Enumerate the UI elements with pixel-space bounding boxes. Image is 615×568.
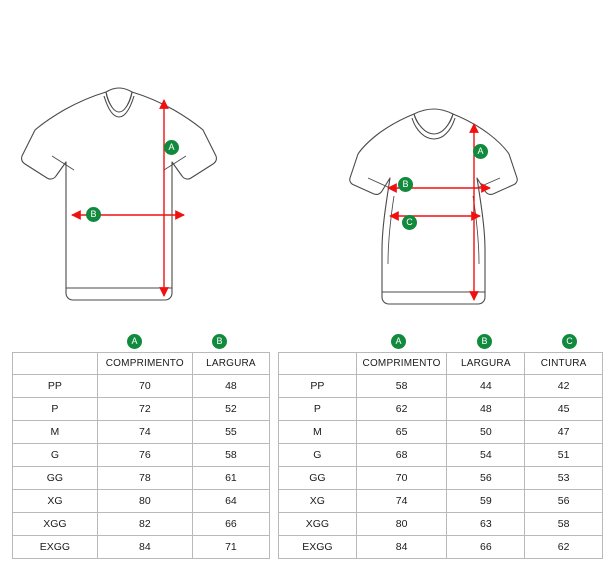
size-label: XGG [279,513,357,536]
size-label: GG [279,467,357,490]
table-row [279,513,603,536]
table-row [13,375,270,398]
cell-comprimento: 62 [356,398,447,421]
cell-cintura: 58 [525,513,603,536]
cell-largura: 59 [447,490,525,513]
mens-tshirt-illustration [18,78,268,323]
cell-largura: 52 [192,398,269,421]
cell-comprimento: 80 [97,490,192,513]
cell-largura: 71 [192,536,269,559]
size-label: G [13,444,98,467]
cell-largura: 44 [447,375,525,398]
column-marker-a-mens: A [127,334,142,349]
column-marker-c-womens: C [562,334,577,349]
cell-comprimento: 76 [97,444,192,467]
cell-comprimento: 68 [356,444,447,467]
table-row [279,536,603,559]
table-row [279,421,603,444]
size-label: EXGG [13,536,98,559]
table-row [279,444,603,467]
cell-largura: 66 [447,536,525,559]
cell-cintura: 47 [525,421,603,444]
mens-size-table [12,352,270,559]
size-label: GG [13,467,98,490]
cell-cintura: 62 [525,536,603,559]
table-row [13,421,270,444]
size-label: PP [13,375,98,398]
size-label: P [279,398,357,421]
size-label: PP [279,375,357,398]
cell-comprimento: 70 [97,375,192,398]
cell-comprimento: 74 [356,490,447,513]
size-label: XGG [13,513,98,536]
size-label: P [13,398,98,421]
cell-largura: 66 [192,513,269,536]
table-row [279,467,603,490]
marker-a-mens: A [164,140,179,155]
table-row [13,490,270,513]
table-row [13,467,270,490]
cell-largura: 48 [192,375,269,398]
size-label: G [279,444,357,467]
header-blank [13,353,98,375]
cell-comprimento: 72 [97,398,192,421]
size-label: XG [279,490,357,513]
cell-comprimento: 84 [97,536,192,559]
column-marker-b-womens: B [477,334,492,349]
cell-comprimento: 80 [356,513,447,536]
womens-size-table-wrapper [278,352,603,559]
cell-cintura: 51 [525,444,603,467]
womens-tshirt-illustration [338,92,548,322]
marker-a-womens: A [473,144,488,159]
size-label: EXGG [279,536,357,559]
cell-comprimento: 84 [356,536,447,559]
header-comprimento: COMPRIMENTO [356,353,447,375]
header-cintura: CINTURA [525,353,603,375]
cell-largura: 58 [192,444,269,467]
cell-comprimento: 65 [356,421,447,444]
header-largura: LARGURA [447,353,525,375]
table-row [279,490,603,513]
cell-cintura: 45 [525,398,603,421]
size-label: M [279,421,357,444]
table-row [13,513,270,536]
cell-cintura: 56 [525,490,603,513]
table-row [13,444,270,467]
header-blank [279,353,357,375]
marker-c-womens: C [402,215,417,230]
table-row [279,398,603,421]
marker-b-womens: B [398,177,413,192]
table-header-row [13,353,270,375]
column-marker-a-womens: A [391,334,406,349]
cell-comprimento: 78 [97,467,192,490]
cell-largura: 64 [192,490,269,513]
cell-largura: 48 [447,398,525,421]
cell-comprimento: 82 [97,513,192,536]
table-row [13,398,270,421]
cell-cintura: 42 [525,375,603,398]
cell-largura: 63 [447,513,525,536]
header-largura: LARGURA [192,353,269,375]
cell-comprimento: 70 [356,467,447,490]
cell-largura: 56 [447,467,525,490]
size-label: XG [13,490,98,513]
cell-cintura: 53 [525,467,603,490]
table-header-row [279,353,603,375]
cell-largura: 61 [192,467,269,490]
cell-largura: 54 [447,444,525,467]
size-label: M [13,421,98,444]
header-comprimento: COMPRIMENTO [97,353,192,375]
marker-b-mens: B [86,207,101,222]
column-marker-b-mens: B [212,334,227,349]
cell-comprimento: 74 [97,421,192,444]
cell-largura: 50 [447,421,525,444]
cell-largura: 55 [192,421,269,444]
table-row [13,536,270,559]
mens-size-table-wrapper [12,352,270,559]
cell-comprimento: 58 [356,375,447,398]
womens-size-table [278,352,603,559]
table-row [279,375,603,398]
